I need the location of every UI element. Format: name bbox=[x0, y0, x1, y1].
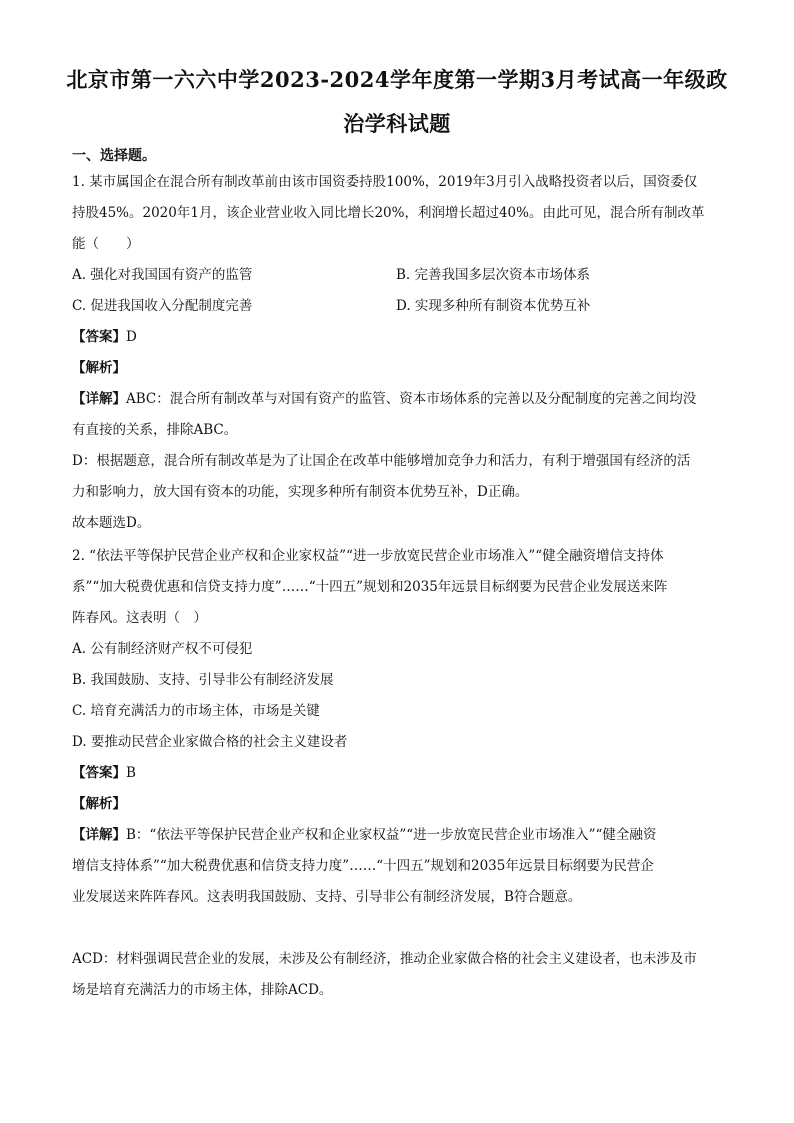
q1-option-b: B. 完善我国多层次资本市场体系 bbox=[396, 267, 591, 283]
q1-analysis-label: 【解析】 bbox=[72, 360, 126, 376]
q2-option-a: A. 公有制经济财产权不可侵犯 bbox=[72, 641, 253, 657]
q2-analysis-tag bbox=[72, 794, 732, 814]
q1-answer-value: D bbox=[126, 329, 137, 345]
q1-option-c: C. 促进我国收入分配制度完善 bbox=[72, 298, 253, 314]
q2-analysis-label: 【解析】 bbox=[72, 796, 126, 812]
q2-stem-line2: 系”“加大税费优惠和信贷支持力度”……“十四五”规划和2035年远景目标纲要为民营企业发展送来阵 bbox=[72, 579, 668, 595]
q2-stem-line3: 阵春风。这表明（ ） bbox=[72, 610, 207, 626]
q2-detail-line2: 增信支持体系”“加大税费优惠和信贷支持力度”……“十四五”规划和2035年远景目标纲要为民营企 bbox=[72, 858, 654, 874]
section-heading: 一、选择题。 bbox=[72, 148, 156, 164]
q1-stem-line1: 1. 某市属国企在混合所有制改革前由该市国资委持股100%，2019年3月引入战略投资者以后，国资委仅 bbox=[72, 174, 698, 190]
doc-title-line2: 治学科试题 bbox=[343, 111, 451, 136]
doc-title-line1: 北京市第一六六中学2023-2024学年度第一学期3月考试高一年级政 bbox=[66, 67, 728, 92]
q2-detail-line1 bbox=[72, 825, 732, 845]
q1-option-a: A. 强化对我国国有资产的监管 bbox=[72, 267, 253, 283]
q2-answer-value: B bbox=[126, 765, 136, 781]
q2-detail-tag: 【详解】 bbox=[72, 827, 126, 843]
q2-option-d: D. 要推动民营企业家做合格的社会主义建设者 bbox=[72, 734, 348, 750]
q1-detail-line1 bbox=[72, 389, 732, 409]
q1-detail-line4: 力和影响力，放大国有资本的功能，实现多种所有制资本优势互补，D正确。 bbox=[72, 484, 529, 500]
q1-stem-line3: 能（ ） bbox=[72, 236, 140, 252]
q1-option-d: D. 实现多种所有制资本优势互补 bbox=[396, 298, 591, 314]
q1-detail-tag: 【详解】 bbox=[72, 391, 126, 407]
q1-detail-text1: ABC：混合所有制改革与对国有资产的监管、资本市场体系的完善以及分配制度的完善之间均没 bbox=[126, 391, 697, 407]
q1-detail-line3: D：根据题意，混合所有制改革是为了让国企在改革中能够增加竞争力和活力，有利于增强国有经济的活 bbox=[72, 453, 691, 469]
q2-option-b: B. 我国鼓励、支持、引导非公有制经济发展 bbox=[72, 672, 334, 688]
q2-detail-line4: ACD：材料强调民营企业的发展，未涉及公有制经济，推动企业家做合格的社会主义建设者，也未涉及市 bbox=[72, 951, 697, 967]
q2-detail-line3: 业发展送来阵阵春风。这表明我国鼓励、支持、引导非公有制经济发展，B符合题意。 bbox=[72, 889, 582, 905]
q2-answer bbox=[72, 763, 732, 783]
q1-detail-line5: 故本题选D。 bbox=[72, 515, 151, 531]
q2-option-c: C. 培育充满活力的市场主体，市场是关键 bbox=[72, 703, 320, 719]
q1-answer-tag: 【答案】 bbox=[72, 329, 126, 345]
q2-answer-tag: 【答案】 bbox=[72, 765, 126, 781]
q2-detail-text1: B：“依法平等保护民营企业产权和企业家权益”“进一步放宽民营企业市场准入”“健全融资 bbox=[126, 827, 657, 843]
q1-detail-line2: 有直接的关系，排除ABC。 bbox=[72, 422, 238, 438]
q2-detail-line5: 场是培育充满活力的市场主体，排除ACD。 bbox=[72, 982, 333, 998]
q2-stem-line1: 2. “依法平等保护民营企业产权和企业家权益”“进一步放宽民营企业市场准入”“健全融资增信支持体 bbox=[72, 548, 664, 564]
q1-analysis-tag bbox=[72, 358, 732, 378]
q1-answer bbox=[72, 327, 732, 347]
q1-stem-line2: 持股45%。2020年1月，该企业营业收入同比增长20%，利润增长超过40%。由此可见，混合所有制改革 bbox=[72, 205, 705, 221]
